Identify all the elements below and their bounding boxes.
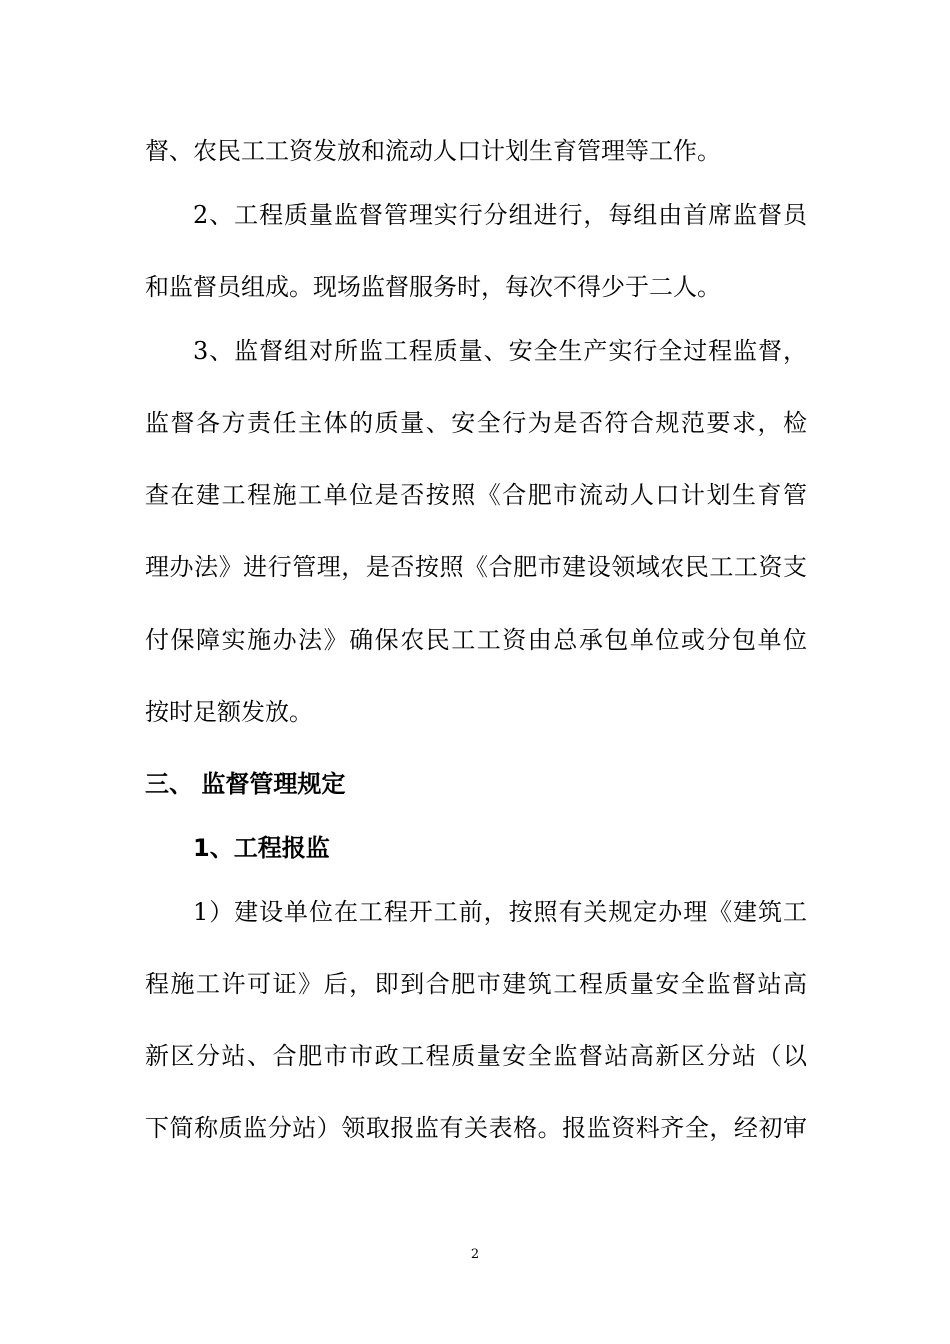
paragraph-line-10: 1）建设单位在工程开工前，按照有关规定办理《建筑工 [193,898,807,926]
paragraph-line-12: 新区分站、合肥市市政工程质量安全监督站高新区分站（以 [145,1042,807,1070]
paragraph-line-4: 3、监督组对所监工程质量、安全生产实行全过程监督， [193,337,807,365]
paragraph-line-11: 程施工许可证》后，即到合肥市建筑工程质量安全监督站高 [145,970,807,998]
paragraph-line-13: 下简称质监分站）领取报监有关表格。报监资料齐全，经初审 [145,1114,807,1142]
paragraph-line-6: 查在建工程施工单位是否按照《合肥市流动人口计划生育管 [145,481,807,509]
paragraph-line-1: 督、农民工工资发放和流动人口计划生育管理等工作。 [145,137,721,165]
paragraph-line-7: 理办法》进行管理，是否按照《合肥市建设领域农民工工资支 [145,553,807,581]
paragraph-line-8: 付保障实施办法》确保农民工工资由总承包单位或分包单位 [145,626,807,654]
paragraph-line-9: 按时足额发放。 [145,698,313,726]
paragraph-line-5: 监督各方责任主体的质量、安全行为是否符合规范要求，检 [145,409,807,437]
page-number: 2 [470,1247,480,1262]
paragraph-line-3: 和监督员组成。现场监督服务时，每次不得少于二人。 [145,273,721,301]
subsection-heading: 1、工程报监 [193,834,330,862]
section-heading: 三、 监督管理规定 [145,770,346,798]
paragraph-line-2: 2、工程质量监督管理实行分组进行，每组由首席监督员 [193,201,807,229]
